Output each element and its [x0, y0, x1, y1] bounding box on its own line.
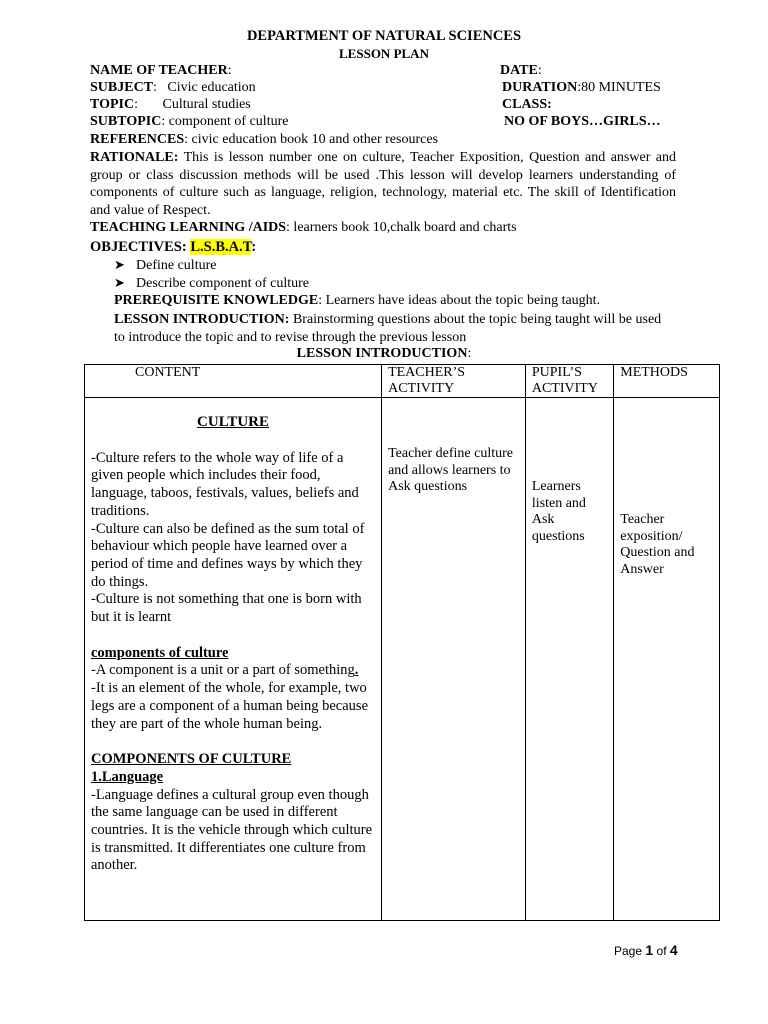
rationale-text: This is lesson number one on culture, Teacher Exposition, Question and answer and group or class discussion methods will be used .This lesson will develop learners understanding of components of culture such as language, religion, technology, material etc. The skill of Identification and value of Respect.	[90, 150, 676, 218]
prerequisite-label: PREREQUISITE KNOWLEDGE	[114, 293, 319, 308]
duration-label: DURATION	[502, 80, 578, 95]
language-heading: 1.Language	[91, 768, 164, 785]
objective-text: Define culture	[136, 258, 217, 273]
subject-label: SUBJECT	[90, 80, 154, 95]
header-pupil-activity: PUPIL’S ACTIVITY	[525, 365, 613, 398]
date-label: DATE	[500, 63, 538, 78]
introduction-label: LESSON INTRODUCTION:	[114, 312, 290, 327]
document-type: LESSON PLAN	[339, 46, 429, 61]
table-row	[85, 398, 720, 921]
arrow-bullet-icon: ➤	[114, 275, 125, 290]
date-row: DATE:	[500, 63, 542, 78]
content-cell	[85, 398, 382, 921]
content-paragraph: -Culture refers to the whole way of life of a given people which includes their food, language, taboos, festivals, values, beliefs and traditions.	[91, 449, 359, 519]
content-paragraph: -It is an element of the whole, for example, two legs are a component of a human being because they are part of the whole human being.	[91, 680, 369, 732]
page-total: 4	[669, 942, 678, 958]
components-subheading: components of culture	[91, 644, 229, 661]
references-label: REFERENCES	[90, 132, 185, 147]
objectives-label: OBJECTIVES:	[90, 239, 187, 255]
objective-item	[114, 257, 216, 274]
page-number: 1	[645, 942, 654, 958]
header-content: CONTENT	[85, 365, 382, 398]
culture-heading: CULTURE	[197, 414, 270, 430]
department-title: DEPARTMENT OF NATURAL SCIENCES	[246, 28, 522, 44]
arrow-bullet-icon: ➤	[114, 257, 125, 272]
table-header-row	[85, 365, 720, 398]
subtopic-label: SUBTOPIC	[90, 114, 162, 129]
pupil-activity-text: Learners listen and Ask questions	[531, 479, 586, 544]
lsbat-highlight: L.S.B.A.T	[190, 239, 252, 255]
teacher-row: NAME OF TEACHER:	[90, 63, 232, 78]
of-word: of	[656, 944, 667, 958]
page-word: Page	[614, 944, 643, 958]
pupil-activity-cell	[525, 398, 613, 921]
aids-text: : learners book 10,chalk board and charts	[286, 220, 517, 235]
header-teacher-activity: TEACHER’S ACTIVITY	[382, 365, 526, 398]
teacher-activity-cell	[382, 398, 526, 921]
table-title: LESSON INTRODUCTION:	[296, 346, 472, 361]
content-paragraph: -Culture can also be defined as the sum total of behaviour which people have learned over a period of time and defines ways by which they do things.	[91, 520, 365, 590]
teacher-label: NAME OF TEACHER	[90, 63, 228, 78]
content-paragraph: -Language defines a cultural group even though the same language can be used in different countries. It is the vehicle through which culture is transmitted. It differentiates one culture from another.	[91, 786, 373, 874]
introduction-text: Brainstorming questions about the topic being taught will be used to introduce the topic and to revise through the previous lesson	[114, 312, 662, 345]
header-methods: METHODS	[614, 365, 720, 398]
topic-row: TOPIC: Cultural studies	[90, 97, 251, 112]
subject-value: Civic education	[167, 80, 256, 95]
objective-item	[114, 275, 309, 292]
components-section-heading: COMPONENTS OF CULTURE	[91, 751, 292, 768]
introduction-paragraph	[114, 311, 674, 346]
rationale-paragraph	[90, 149, 676, 219]
prerequisite-row	[114, 293, 600, 309]
methods-text: Teacher exposition/ Question and Answer	[620, 512, 695, 577]
subtopic-value: : component of culture	[161, 114, 289, 129]
content-paragraph: -A component is a unit or a part of something.	[91, 662, 359, 679]
objective-text: Describe component of culture	[136, 276, 309, 291]
teacher-activity-text: Teacher define culture and allows learners to Ask questions	[388, 446, 514, 494]
duration-value: :80 MINUTES	[577, 80, 661, 95]
methods-cell	[614, 398, 720, 921]
duration-row	[502, 80, 661, 96]
topic-label: TOPIC	[90, 97, 135, 112]
subject-row: SUBJECT: Civic education	[90, 80, 256, 95]
topic-value: Cultural studies	[162, 97, 251, 112]
references-value: : civic education book 10 and other resources	[184, 132, 438, 147]
boys-girls-label: NO OF BOYS…GIRLS…	[504, 114, 661, 129]
class-label: CLASS:	[502, 97, 552, 112]
subtopic-row	[90, 114, 288, 130]
content-paragraph: -Culture is not something that one is born with but it is learnt	[91, 591, 362, 626]
page-footer	[614, 942, 678, 958]
lesson-table	[84, 364, 720, 921]
aids-row	[90, 220, 517, 236]
prerequisite-text: : Learners have ideas about the topic being taught.	[318, 293, 601, 308]
objectives-row: OBJECTIVES: L.S.B.A.T:	[90, 239, 257, 255]
references-row	[90, 132, 438, 148]
rationale-label: RATIONALE:	[90, 150, 179, 165]
aids-label: TEACHING LEARNING /AIDS	[90, 220, 287, 235]
